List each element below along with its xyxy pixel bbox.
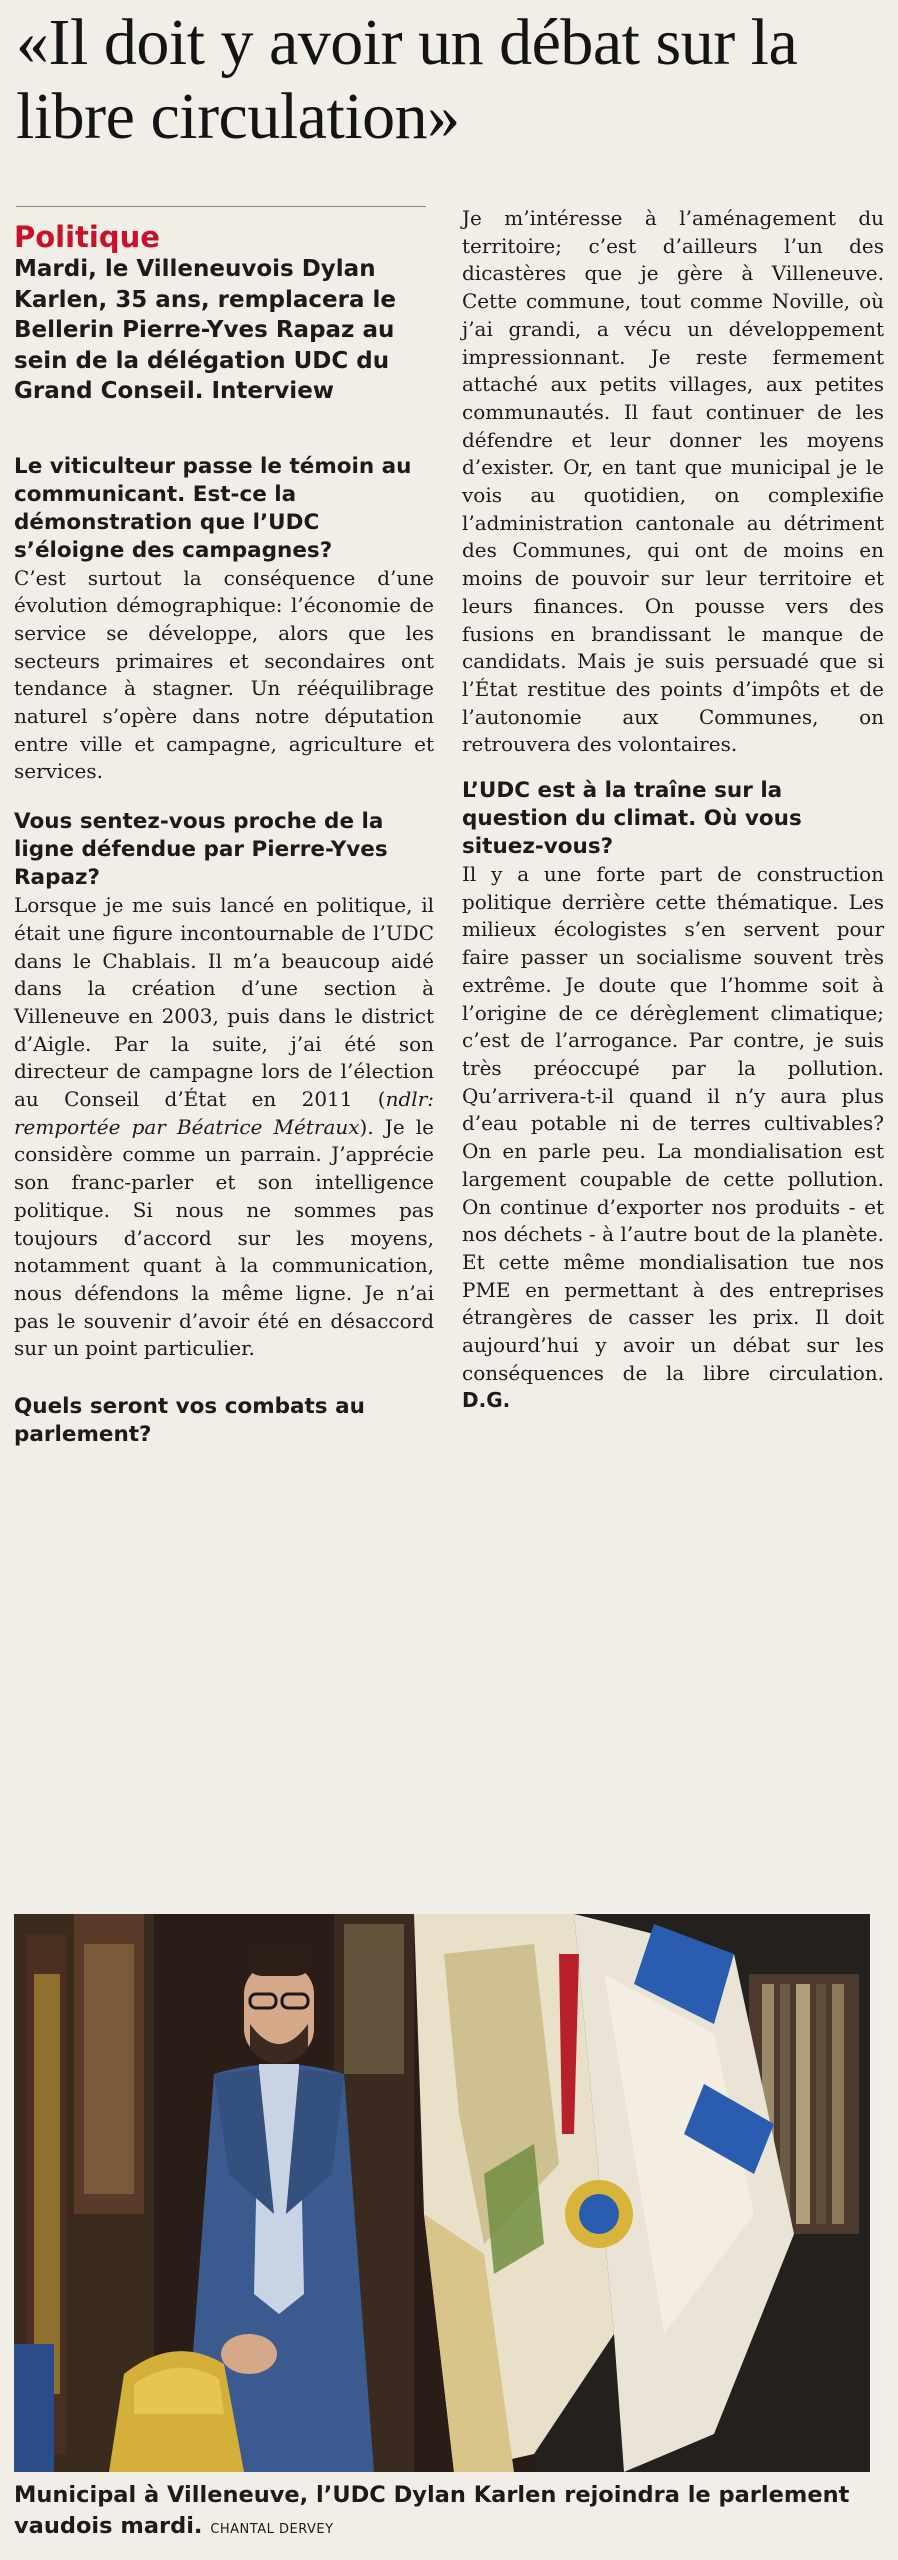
left-column [14,220,434,1449]
question-4: L’UDC est à la traîne sur la question du climat. Où vous situez-vous? [462,778,802,860]
lead-text: Mardi, le Villeneuvois Dylan Karlen, 35 ans, remplacera le Bellerin Pierre-Yves Rapaz au sein de la délégation UDC du Grand Conseil. Interview [14,256,396,404]
answer-4-text: Il y a une forte part de construction politique derrière cette thématique. Les milieux écologistes s’en servent pour faire passer un socialisme souvent très extrême. Je doute que l’homme soit à l’origine de ce dérèglement climatique; c’est de l’arrogance. Par contre, je suis très préoccupé par la pollution. Qu’arrivera-t-il quand il n’y aura plus d’eau potable ni de terres cultivables? On en parle peu. La mondialisation est largement coupable de cette pollution. On continue d’exporter nos produits - et nos déchets - à l’autre bout de la planète. Et cette même mondialisation tue nos PME en permettant à des entreprises étrangères de casser les prix. Il doit aujourd’hui y avoir un débat sur les conséquences de la libre circulation. [462,862,884,1385]
column-rule [16,206,426,207]
author-signature: D.G. [462,1388,511,1413]
answer-2-editor-note: ndlr: remportée par Béatrice Métraux [14,1087,434,1139]
answer-2-part-2: ). Je le considère comme un parrain. J’apprécie son franc-parler et son intelligence politique. Si nous ne sommes pas toujours d’accord sur les moyens, notamment quant à la communication, nous défendons la même ligne. Je n’ai pas le souvenir d’avoir été en désaccord sur un point particulier. [14,1114,434,1361]
answer-2-part-1: Lorsque je me suis lancé en politique, il était une figure incontournable de l’UDC dans le Chablais. Il m’a beaucoup aidé dans la création d’une section à Villeneuve en 2003, puis dans le district d’Aigle. Par la suite, j’ai été son directeur de campagne lors de l’élection au Conseil d’État en 2011 ( [14,893,434,1112]
right-column [462,205,884,1445]
caption-text: Municipal à Villeneuve, l’UDC Dylan Karlen rejoindra le parlement vaudois mardi. [14,2482,850,2539]
question-3: Quels seront vos combats au parlement? [14,1394,365,1448]
answer-4 [462,861,884,1415]
answer-2 [14,892,434,1363]
answer-1: C’est surtout la conséquence d’une évolution démographique: l’économie de service se développe, alors que les secteurs primaires et secondaires ont tendance à stagner. Un rééquilibrage naturel s’opère dans notre députation entre ville et campagne, agriculture et services. [14,565,434,784]
photo-illustration [14,1914,870,2472]
question-2: Vous sentez-vous proche de la ligne défendue par Pierre-Yves Rapaz? [14,809,388,891]
lead-paragraph [14,220,434,407]
photo-caption [14,2480,874,2545]
photo-credit: CHANTAL DERVEY [210,2522,334,2537]
question-1: Le viticulteur passe le témoin au communicant. Est-ce la démonstration que l’UDC s’éloigne des campagnes? [14,453,412,563]
answer-3: Je m’intéresse à l’aménagement du territoire; c’est d’ailleurs l’un des dicastères que je gère à Villeneuve. Cette commune, tout comme Noville, où j’ai grandi, a vécu un développement impressionnant. Je reste fermement attaché aux petits villages, aux petites communautés. Il faut continuer de les défendre et leur donner les moyens d’exister. Or, en tant que municipal je le vois au quotidien, on complexifie l’administration cantonale au détriment des Communes, qui ont de moins en moins de pouvoir sur leur territoire et leurs finances. On pousse vers des fusions en brandissant le manque de candidats. Mais je suis persuadé que si l’État restitue des points d’impôts et de l’autonomie aux Communes, on retrouvera des volontaires. [462,206,884,757]
headline: «Il doit y avoir un débat sur la libre circulation» [16,6,798,153]
portrait-photo [14,1914,870,2472]
rubric-label: Politique [14,220,160,254]
